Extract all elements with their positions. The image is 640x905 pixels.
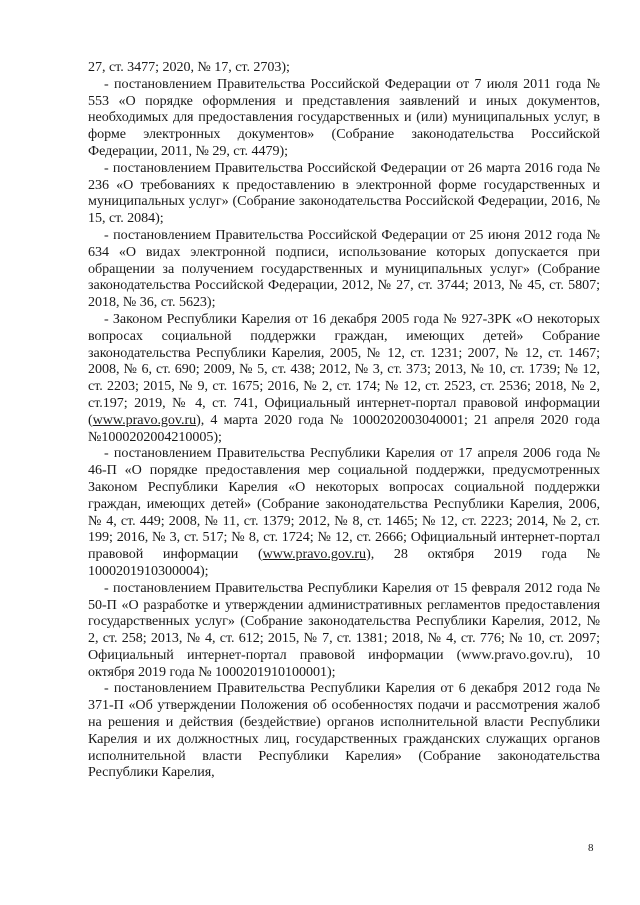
paragraph-text: ), 28 октября 2019 года № 1000201910300004); [88, 546, 600, 579]
pravo-gov-link[interactable]: www.pravo.gov.ru [262, 546, 367, 563]
paragraph-law-927 [88, 311, 600, 445]
document-body [88, 59, 600, 781]
paragraph-decree-236: - постановлением Правительства Российской Федерации от 26 марта 2016 года № 236 «О требованиях к предоставлению в электронной форме государственных и муниципальных услуг» (Собрание законодательства Российской Федерации, 2016, № 15, ст. 2084); [88, 159, 600, 227]
paragraph-text: - постановлением Правительства Республики Карелия от 17 апреля 2006 года № 46-П «О порядке предоставления мер социальной поддержки, предусмотренных Законом Республики Карелия «О некоторых вопросах социальной поддержки граждан, имеющих детей» (Собрание законодательства Республики Карелия, 2006, № 4, ст. 449; 2008, № 11, ст. 1379; 2012, № 8, ст. 1465; № 12, ст. 2223; 2014, № 2, ст. 199; 2016, № 3, ст. 517; № 8, ст. 1724; № 12, ст. 2666; Официальный интернет-портал правовой информации ( [88, 445, 600, 563]
paragraph-decree-46 [88, 445, 600, 579]
paragraph-decree-50: - постановлением Правительства Республики Карелия от 15 февраля 2012 года № 50-П «О разработке и утверждении административных регламентов предоставления государственных услуг» (Собрание законодательства Республики Карелия, 2012, № 2, ст. 258; 2013, № 4, ст. 612; 2015, № 7, ст. 1381; 2018, № 4, ст. 776; № 10, ст. 2097; Официальный интернет-портал правовой информации (www.pravo.gov.ru), 10 октября 2019 года № 1000201910100001); [88, 579, 600, 680]
paragraph-decree-553: - постановлением Правительства Российской Федерации от 7 июля 2011 года № 553 «О порядке оформления и представления заявлений и иных документов, необходимых для предоставления государственных и (или) муниципальных услуг, в форме электронных документов» (Собрание законодательства Российской Федерации, 2011, № 29, ст. 4479); [88, 75, 600, 159]
pravo-gov-link[interactable]: www.pravo.gov.ru [92, 411, 197, 428]
page-number: 8 [588, 842, 594, 854]
paragraph-decree-634: - постановлением Правительства Российской Федерации от 25 июня 2012 года № 634 «О видах электронной подписи, использование которых допускается при обращении за получением государственных и муниципальных услуг» (Собрание законодательства Российской Федерации, 2012, № 27, ст. 3744; 2013, № 45, ст. 5807; 2018, № 36, ст. 5623); [88, 226, 600, 311]
paragraph-text: - Законом Республики Карелия от 16 декабря 2005 года № 927-ЗРК «О некоторых вопросах социальной поддержки граждан, имеющих детей» Собрание законодательства Республики Карелия, 2005, № 12, ст. 1231; 2007, № 12, ст. 1467; 2008, № 6, ст. 690; 2009, № 5, ст. 438; 2012, № 3, ст. 373; 2013, № 10, ст. 1739; № 12, ст. 2203; 2015, № 9, ст. 1675; 2016, № 2, ст. 174; № 12, ст. 2523, ст. 2536; 2018, № 2, ст.197; 2019, № 4, ст. 741, Официальный интернет-портал правовой информации ( [88, 310, 600, 428]
paragraph-continuation: 27, ст. 3477; 2020, № 17, ст. 2703); [88, 59, 290, 75]
paragraph-decree-371: - постановлением Правительства Республики Карелия от 6 декабря 2012 года № 371-П «Об утверждении Положения об особенностях подачи и рассмотрения жалоб на решения и действия (бездействие) органов исполнительной власти Республики Карелия и их должностных лиц, государственных гражданских служащих органов исполнительной власти Республики Карелия» (Собрание законодательства Республики Карелия, [88, 680, 600, 781]
paragraph-text: ), 4 марта 2020 года № 1000202003040001; 21 апреля 2020 года №1000202004210005); [88, 411, 600, 445]
